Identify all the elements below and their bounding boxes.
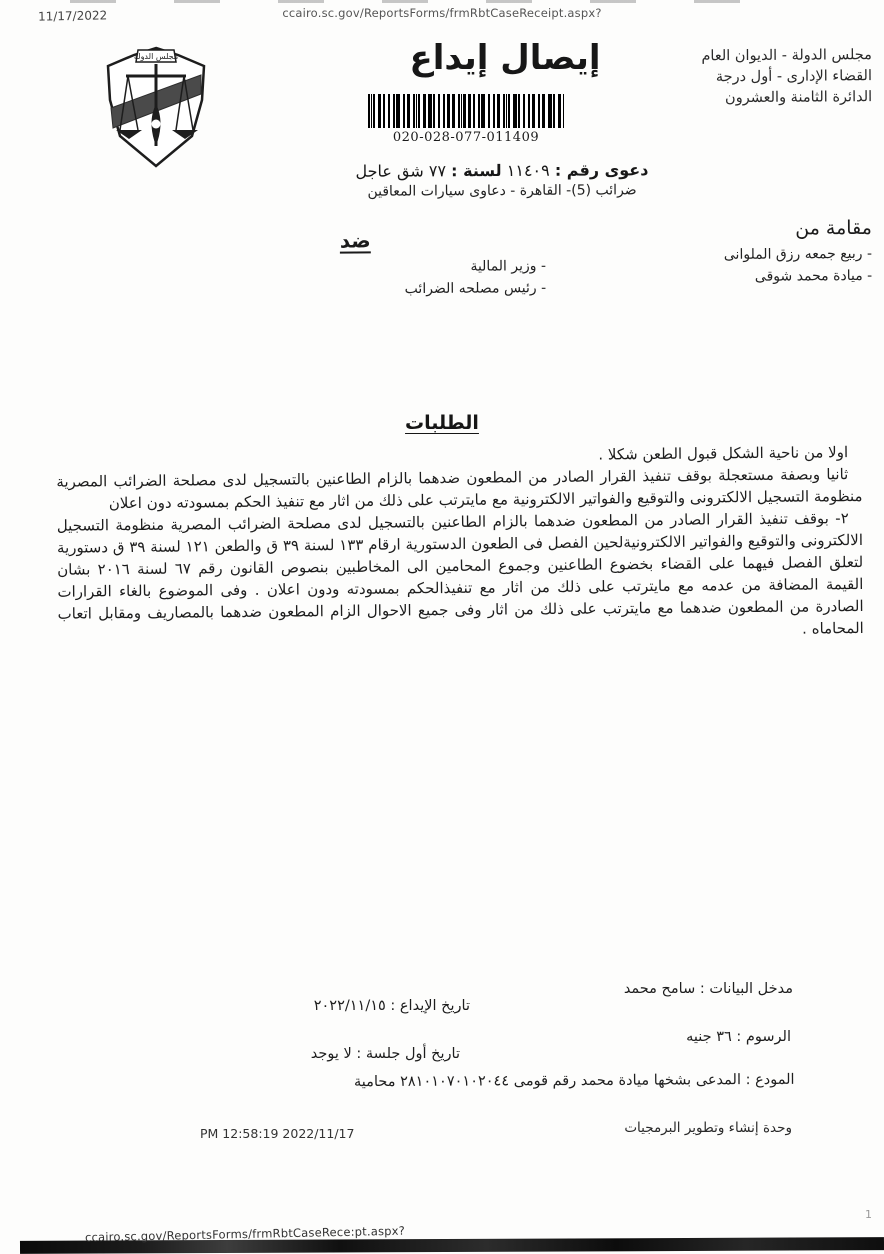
case-number-label: دعوى رقم : [554, 160, 649, 180]
court-line-1: مجلس الدولة - الديوان العام [701, 47, 872, 65]
court-line-3: الدائرة الثامنة والعشرون [724, 89, 873, 107]
print-timestamp: PM 12:58:19 2022/11/17 [200, 1126, 355, 1141]
requests-body [56, 441, 864, 647]
court-header [622, 45, 872, 110]
depositor-field: المودع : المدعى بشخها ميادة محمد رقم قومى ٢٨١٠١٠٧٠١٠٢٠٤٤ محامية [354, 1071, 796, 1091]
case-circuit-line: ضرائب (5)- القاهرة - دعاوى سيارات المعاقين [367, 182, 637, 200]
print-date: 11/17/2022 [37, 8, 108, 24]
plaintiffs-heading: مقامة من [795, 216, 872, 240]
software-unit-footer: وحدة إنشاء وتطوير البرمجيات [624, 1120, 792, 1136]
defendants-heading: ضد [339, 228, 371, 253]
scan-edge-artifact-top [70, 0, 790, 3]
request-paragraph-2: ثانيا وبصفة مستعجلة بوقف تنفيذ القرار الصادر من المطعون ضدهما بالزام الطاعنين بالتسجيل لدى مصلحة الضرائب المصرية منظومة التسجيل الالكترونى والتوقيع والفواتير الالكترونية مع مايترتب على ذلك من اثار مع تنفيذ الحكم بمسودته دون اعلان [56, 465, 863, 513]
request-paragraph-1: اولا من ناحية الشكل قبول الطعن شكلا . [598, 443, 849, 464]
data-entry-field: مدخل البيانات : سامح محمد [623, 981, 793, 997]
state-council-logo [92, 42, 220, 170]
barcode-image [368, 94, 564, 128]
page-number: 1 [865, 1208, 872, 1221]
case-number-value: ١١٤٠٩ [506, 160, 550, 180]
plaintiffs-section [552, 217, 872, 289]
case-year-value: ٧٧ [428, 161, 447, 181]
fees-field: الرسوم : ٣٦ جنيه [686, 1029, 791, 1045]
plaintiff-item: - ميادة محمد شوقى [754, 267, 873, 285]
defendants-heading-row [300, 227, 546, 257]
shield-scales-icon [92, 42, 220, 170]
print-url-bottom: ccairo.sc.gov/ReportsForms/frmRbtCaseRece:pt.aspx? [84, 1223, 406, 1245]
document-title: إيصال إيداع [409, 38, 601, 78]
barcode-number: 020-028-077-011409 [392, 130, 540, 145]
defendants-section [300, 227, 546, 301]
plaintiff-item: - ربيع جمعه رزق الملوانى [723, 245, 873, 263]
case-year-label: لسنة : [451, 161, 502, 181]
first-session-field: تاريخ أول جلسة : لا يوجد [310, 1046, 460, 1062]
deposit-date-field: تاريخ الإيداع : ٢٠٢٢/١١/١٥ [313, 998, 470, 1014]
case-block [192, 159, 812, 200]
request-paragraph-3: ٢- بوقف تنفيذ القرار الصادر من المطعون ضدهما بالزام الطاعنين بالتسجيل لدى مصلحة الضرائب المصرية منظومة التسجيل الالكترونى والتوقيع والفواتير الالكترونيةلحين الفصل فى الطعون الدستورية ارقام ١٣٣ لسنة ٣٩ ق والطعن ١٢١ لسنة ٣٩ ق دستورية لتعلق الفصل فيهما على القضاء بخضوع الطاعنين وجموع المحامين الى المخاطبين بنصوص القانون رقم ٦٧ لسنة ٢٠١٦ بشان القيمة المضافة من عدمه مع مايترتب على ذلك من اثار مع تنفيذالحكم بمسودته ودون اعلان . وفى الموضوع بالغاء القرارات الصادرة من المطعون ضدهما مع مايترتب على ذلك من اثار وفى جميع الاحوال الزام المطعون ضدهما بالمصاريف ومقابل اتعاب المحاماه . [56, 509, 864, 638]
case-number-line [192, 159, 812, 181]
court-line-2: القضاء الإدارى - أول درجة [715, 68, 873, 86]
case-type: شق عاجل [355, 161, 424, 181]
defendant-item: - رئيس مصلحه الضرائب [404, 280, 547, 298]
defendant-item: - وزير المالية [470, 258, 547, 275]
logo-banner-text: مجلس الدولة [133, 52, 179, 61]
print-url-top: ccairo.sc.gov/ReportsForms/frmRbtCaseReceipt.aspx? [282, 6, 602, 20]
requests-heading: الطلبات [405, 412, 479, 434]
